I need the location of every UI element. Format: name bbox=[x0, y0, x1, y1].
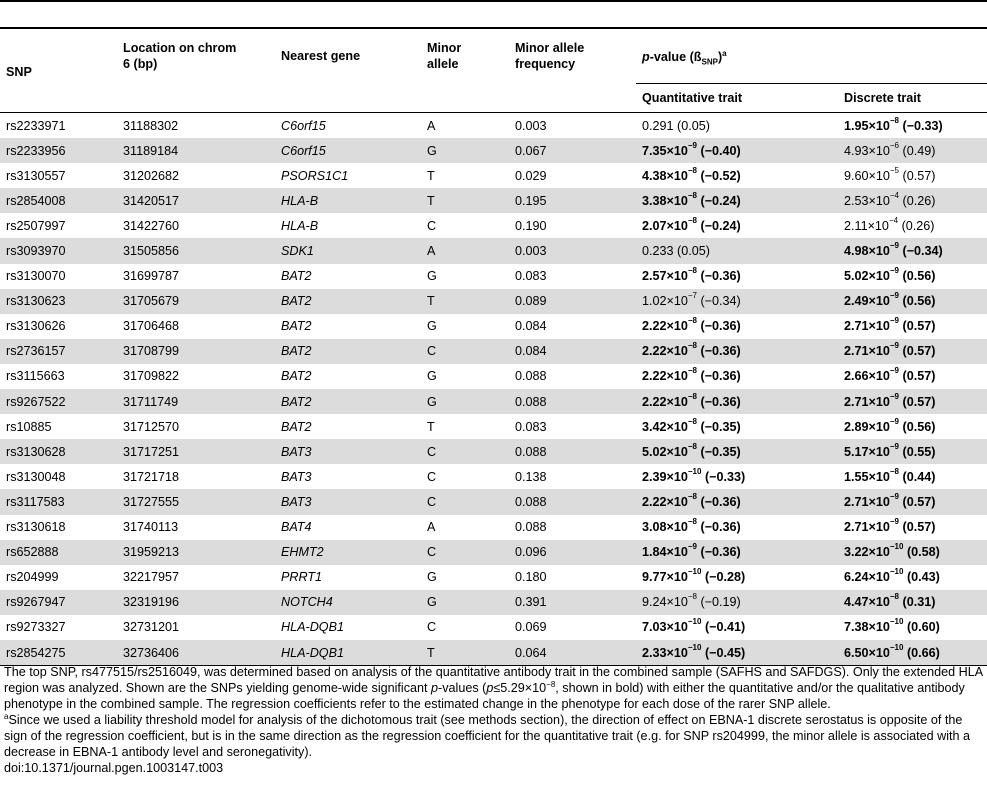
cell-snp: rs3117583 bbox=[0, 489, 117, 514]
cell-gene: EHMT2 bbox=[275, 540, 421, 565]
cell-minor-allele: G bbox=[427, 570, 437, 585]
cell-maf: 0.003 bbox=[515, 118, 547, 133]
table-row bbox=[0, 213, 987, 238]
cell-location: 32319196 bbox=[117, 590, 275, 615]
cell-location: 31699787 bbox=[123, 269, 180, 284]
cell-location: 31202682 bbox=[123, 168, 180, 183]
cell-minor-allele: T bbox=[427, 168, 435, 183]
top-rule bbox=[0, 0, 987, 2]
cell-gene: BAT3 bbox=[281, 469, 312, 484]
header-pvalue: p-value $(ß_{SNP})^a$ bbox=[642, 49, 727, 67]
cell-discrete-pvalue: $1.55\times 10^{-8}$ (0.44) bbox=[844, 466, 936, 484]
table-row bbox=[0, 264, 987, 289]
cell-discrete-pvalue: $2.66\times 10^{-9}$ (0.57) bbox=[844, 366, 936, 384]
cell-maf: 0.067 bbox=[509, 138, 636, 163]
cell-maf: 0.089 bbox=[509, 289, 636, 314]
table-footnotes bbox=[4, 664, 984, 776]
cell-discrete-pvalue: $2.71\times 10^{-9}$ (0.57) bbox=[844, 517, 936, 535]
cell-snp: rs3093970 bbox=[0, 238, 117, 263]
cell-minor-allele: T bbox=[421, 640, 509, 666]
cell-maf: 0.088 bbox=[515, 369, 547, 384]
cell-discrete-pvalue: $4.47\times 10^{-8}$ (0.31) bbox=[838, 590, 987, 615]
cell-discrete-pvalue: $2.11\times 10^{-4}$ (0.26) bbox=[844, 215, 935, 233]
cell-minor-allele: C bbox=[421, 489, 509, 514]
cell-gene: BAT2 bbox=[281, 369, 312, 384]
snp-table bbox=[0, 27, 987, 666]
cell-snp: rs3130626 bbox=[6, 319, 66, 334]
cell-snp: rs3115663 bbox=[6, 369, 65, 384]
cell-quantitative-pvalue: $2.22\times 10^{-8}$ (−0.36) bbox=[642, 366, 741, 384]
cell-location: 31422760 bbox=[123, 218, 180, 233]
cell-location: 31959213 bbox=[117, 540, 275, 565]
cell-gene: HLA-DQB1 bbox=[275, 640, 421, 666]
cell-snp: rs652888 bbox=[0, 540, 117, 565]
table-row bbox=[0, 439, 987, 464]
cell-minor-allele: C bbox=[427, 469, 437, 484]
cell-gene: HLA-B bbox=[275, 188, 421, 213]
cell-location: 31727555 bbox=[117, 489, 275, 514]
cell-quantitative-pvalue: $2.39\times 10^{-10}$ (−0.33) bbox=[642, 466, 746, 484]
table-row bbox=[0, 364, 987, 389]
cell-maf: 0.088 bbox=[509, 389, 636, 414]
cell-quantitative-pvalue: $2.22\times 10^{-8}$ (−0.36) bbox=[642, 316, 741, 334]
cell-maf: 0.096 bbox=[509, 540, 636, 565]
cell-quantitative-pvalue: $5.02\times 10^{-8}$ (−0.35) bbox=[636, 439, 838, 464]
cell-discrete-pvalue: $6.50\times 10^{-10}$ (0.66) bbox=[838, 640, 987, 666]
cell-discrete-pvalue: $1.95\times 10^{-8}$ (−0.33) bbox=[844, 115, 943, 133]
cell-gene: SDK1 bbox=[275, 238, 421, 263]
cell-snp: rs3130628 bbox=[0, 439, 117, 464]
cell-discrete-pvalue: $2.71\times 10^{-9}$ (0.57) bbox=[838, 489, 987, 514]
cell-gene: BAT2 bbox=[275, 289, 421, 314]
footnote-a: $^a$Since we used a liability threshold model for analysis of the dichotomous trait (see methods section), the direction of effect on EBNA-1 discrete serostatus is opposite of the sign of the regression coefficient, but is in the same direction as the regression coefficient for the quantitative trait (e.g. for SNP rs204999, the minor allele is associated with a decrease in EBNA-1 antibody level and seronegativity). bbox=[4, 712, 971, 759]
cell-minor-allele: C bbox=[427, 218, 437, 233]
cell-discrete-pvalue: $9.60\times 10^{-5}$ (0.57) bbox=[844, 165, 936, 183]
cell-minor-allele: T bbox=[421, 188, 509, 213]
header-location: Location on chrom 6 (bp) bbox=[123, 41, 237, 72]
cell-location: 31721718 bbox=[123, 469, 180, 484]
cell-location: 31705679 bbox=[117, 289, 275, 314]
cell-gene: HLA-B bbox=[281, 218, 319, 233]
cell-snp: rs2233971 bbox=[6, 118, 66, 133]
table-row bbox=[0, 515, 987, 540]
cell-gene: NOTCH4 bbox=[275, 590, 421, 615]
table-row bbox=[0, 238, 987, 263]
cell-discrete-pvalue: $3.22\times 10^{-10}$ (0.58) bbox=[838, 540, 987, 565]
cell-location: 32736406 bbox=[117, 640, 275, 666]
table-row bbox=[0, 138, 987, 163]
header-gene: Nearest gene bbox=[281, 49, 361, 64]
cell-minor-allele: C bbox=[421, 339, 509, 364]
cell-discrete-pvalue: $2.53\times 10^{-4}$ (0.26) bbox=[838, 188, 987, 213]
cell-location: 32731201 bbox=[123, 620, 180, 635]
cell-location: 31711749 bbox=[117, 389, 275, 414]
cell-quantitative-pvalue: $2.33\times 10^{-10}$ (−0.45) bbox=[636, 640, 838, 666]
cell-snp: rs2854275 bbox=[0, 640, 117, 666]
cell-gene: BAT3 bbox=[275, 439, 421, 464]
header-blank bbox=[117, 84, 275, 113]
cell-quantitative-pvalue: $1.02\times 10^{-7}$ (−0.34) bbox=[636, 289, 838, 314]
header-quantitative: Quantitative trait bbox=[636, 84, 838, 113]
cell-maf: 0.391 bbox=[509, 590, 636, 615]
cell-quantitative-pvalue: 0.233 (0.05) bbox=[636, 238, 838, 263]
cell-discrete-pvalue: $5.02\times 10^{-9}$ (0.56) bbox=[844, 266, 936, 284]
cell-location: 31505856 bbox=[117, 238, 275, 263]
cell-gene: BAT3 bbox=[275, 489, 421, 514]
cell-gene: BAT2 bbox=[275, 389, 421, 414]
header-blank bbox=[421, 84, 509, 113]
cell-location: 31420517 bbox=[117, 188, 275, 213]
cell-snp: rs2736157 bbox=[0, 339, 117, 364]
cell-minor-allele: C bbox=[427, 620, 437, 635]
cell-gene: HLA-DQB1 bbox=[281, 620, 344, 635]
table-row bbox=[0, 389, 987, 414]
table-row bbox=[0, 489, 987, 514]
cell-minor-allele: G bbox=[427, 369, 437, 384]
cell-maf: 0.083 bbox=[515, 269, 547, 284]
table-row bbox=[0, 339, 987, 364]
cell-snp: rs3130048 bbox=[6, 469, 66, 484]
cell-quantitative-pvalue: $1.84\times 10^{-9}$ (−0.36) bbox=[636, 540, 838, 565]
cell-snp: rs3130623 bbox=[0, 289, 117, 314]
cell-minor-allele: G bbox=[421, 389, 509, 414]
cell-gene: C6orf15 bbox=[281, 118, 326, 133]
cell-discrete-pvalue: $7.38\times 10^{-10}$ (0.60) bbox=[844, 617, 940, 635]
cell-snp: rs3130618 bbox=[6, 520, 66, 535]
cell-discrete-pvalue: $2.49\times 10^{-9}$ (0.56) bbox=[838, 289, 987, 314]
cell-maf: 0.180 bbox=[515, 570, 547, 585]
cell-discrete-pvalue: $2.71\times 10^{-9}$ (0.57) bbox=[838, 389, 987, 414]
cell-maf: 0.029 bbox=[515, 168, 547, 183]
cell-discrete-pvalue: $5.17\times 10^{-9}$ (0.55) bbox=[838, 439, 987, 464]
cell-snp: rs9267522 bbox=[0, 389, 117, 414]
cell-quantitative-pvalue: $2.57\times 10^{-8}$ (−0.36) bbox=[642, 266, 741, 284]
cell-minor-allele: G bbox=[421, 138, 509, 163]
header-snp: SNP bbox=[6, 64, 32, 79]
cell-snp: rs2233956 bbox=[0, 138, 117, 163]
cell-discrete-pvalue: $6.24\times 10^{-10}$ (0.43) bbox=[844, 567, 940, 585]
cell-gene: BAT2 bbox=[281, 269, 312, 284]
cell-snp: rs2507997 bbox=[6, 218, 66, 233]
cell-maf: 0.195 bbox=[509, 188, 636, 213]
table-row bbox=[0, 314, 987, 339]
cell-maf: 0.084 bbox=[515, 319, 547, 334]
cell-quantitative-pvalue: $4.38\times 10^{-8}$ (−0.52) bbox=[642, 165, 741, 183]
cell-snp: rs2854008 bbox=[0, 188, 117, 213]
cell-maf: 0.084 bbox=[509, 339, 636, 364]
cell-location: 31712570 bbox=[123, 419, 180, 434]
cell-snp: rs9273327 bbox=[6, 620, 66, 635]
cell-minor-allele: T bbox=[427, 419, 435, 434]
cell-maf: 0.003 bbox=[509, 238, 636, 263]
cell-gene: BAT4 bbox=[281, 520, 312, 535]
cell-gene: BAT2 bbox=[281, 419, 312, 434]
table-body bbox=[0, 113, 987, 666]
cell-quantitative-pvalue: $2.22\times 10^{-8}$ (−0.36) bbox=[636, 389, 838, 414]
cell-quantitative-pvalue: $3.42\times 10^{-8}$ (−0.35) bbox=[642, 416, 741, 434]
cell-quantitative-pvalue: 0.291 (0.05) bbox=[642, 118, 710, 133]
cell-maf: 0.064 bbox=[509, 640, 636, 666]
header-blank bbox=[275, 84, 421, 113]
cell-location: 31717251 bbox=[117, 439, 275, 464]
cell-quantitative-pvalue: $3.08\times 10^{-8}$ (−0.36) bbox=[642, 517, 741, 535]
cell-discrete-pvalue: $4.98\times 10^{-9}$ (−0.34) bbox=[838, 238, 987, 263]
cell-minor-allele: T bbox=[421, 289, 509, 314]
cell-minor-allele: C bbox=[421, 439, 509, 464]
cell-gene: C6orf15 bbox=[275, 138, 421, 163]
cell-gene: BAT2 bbox=[275, 339, 421, 364]
cell-location: 31740113 bbox=[123, 520, 179, 535]
doi-text: doi:10.1371/journal.pgen.1003147.t003 bbox=[4, 761, 224, 775]
table-row bbox=[0, 113, 987, 139]
header-minor-allele: Minor allele bbox=[427, 41, 462, 72]
table-row bbox=[0, 640, 987, 666]
cell-minor-allele: A bbox=[427, 118, 436, 133]
cell-minor-allele: C bbox=[421, 540, 509, 565]
cell-quantitative-pvalue: $2.22\times 10^{-8}$ (−0.36) bbox=[636, 489, 838, 514]
table-row bbox=[0, 414, 987, 439]
table-row bbox=[0, 565, 987, 590]
cell-maf: 0.069 bbox=[515, 620, 547, 635]
footnote-main: The top SNP, rs477515/rs2516049, was determined based on analysis of the quantitative antibody trait in the combined sample (SAFHS and SAFDGS). Only the extended HLA region was analyzed. Shown are the SNPs yielding genome-wide significant p-values ($p\le 5.29\times 10^{-8}$, shown in bold) with either the quantitative and/or the qualitative antibody phenotype in the combined sample. The regression coefficients refer to the estimated change in the phenotype for each dose of the rarer SNP allele. bbox=[4, 665, 983, 711]
cell-quantitative-pvalue: $2.22\times 10^{-8}$ (−0.36) bbox=[636, 339, 838, 364]
cell-minor-allele: A bbox=[421, 238, 509, 263]
cell-location: 31708799 bbox=[117, 339, 275, 364]
cell-snp: rs204999 bbox=[6, 570, 59, 585]
cell-quantitative-pvalue: $2.07\times 10^{-8}$ (−0.24) bbox=[642, 215, 741, 233]
header-blank bbox=[0, 84, 117, 113]
table-row bbox=[0, 464, 987, 489]
cell-discrete-pvalue: $2.71\times 10^{-9}$ (0.57) bbox=[844, 316, 936, 334]
cell-quantitative-pvalue: $7.03\times 10^{-10}$ (−0.41) bbox=[642, 617, 746, 635]
cell-maf: 0.088 bbox=[515, 520, 547, 535]
cell-maf: 0.083 bbox=[515, 419, 547, 434]
table-row bbox=[0, 590, 987, 615]
cell-location: 31709822 bbox=[123, 369, 180, 384]
cell-location: 31189184 bbox=[117, 138, 275, 163]
cell-quantitative-pvalue: $9.24\times 10^{-8}$ (−0.19) bbox=[636, 590, 838, 615]
table-row bbox=[0, 289, 987, 314]
cell-maf: 0.138 bbox=[515, 469, 547, 484]
table-row bbox=[0, 163, 987, 188]
cell-snp: rs10885 bbox=[6, 419, 52, 434]
cell-snp: rs3130070 bbox=[6, 269, 66, 284]
cell-minor-allele: G bbox=[421, 590, 509, 615]
cell-maf: 0.088 bbox=[509, 439, 636, 464]
cell-quantitative-pvalue: $3.38\times 10^{-8}$ (−0.24) bbox=[636, 188, 838, 213]
cell-quantitative-pvalue: $7.35\times 10^{-9}$ (−0.40) bbox=[636, 138, 838, 163]
header-maf: Minor allele frequency bbox=[515, 41, 585, 72]
header-discrete: Discrete trait bbox=[838, 84, 987, 113]
cell-minor-allele: A bbox=[427, 520, 436, 535]
cell-discrete-pvalue: $4.93\times 10^{-6}$ (0.49) bbox=[838, 138, 987, 163]
table-row bbox=[0, 615, 987, 640]
cell-discrete-pvalue: $2.71\times 10^{-9}$ (0.57) bbox=[838, 339, 987, 364]
cell-location: 31706468 bbox=[123, 319, 180, 334]
cell-minor-allele: G bbox=[427, 269, 437, 284]
cell-discrete-pvalue: $2.89\times 10^{-9}$ (0.56) bbox=[844, 416, 936, 434]
header-blank bbox=[509, 84, 636, 113]
cell-location: 31188302 bbox=[123, 118, 179, 133]
table-row bbox=[0, 540, 987, 565]
cell-snp: rs3130557 bbox=[6, 168, 66, 183]
cell-maf: 0.190 bbox=[515, 218, 547, 233]
cell-maf: 0.088 bbox=[509, 489, 636, 514]
cell-quantitative-pvalue: $9.77\times 10^{-10}$ (−0.28) bbox=[642, 567, 746, 585]
cell-minor-allele: G bbox=[427, 319, 437, 334]
cell-snp: rs9267947 bbox=[0, 590, 117, 615]
table-row bbox=[0, 188, 987, 213]
cell-location: 32217957 bbox=[123, 570, 180, 585]
cell-gene: PSORS1C1 bbox=[281, 168, 349, 183]
cell-gene: BAT2 bbox=[281, 319, 312, 334]
cell-gene: PRRT1 bbox=[281, 570, 323, 585]
